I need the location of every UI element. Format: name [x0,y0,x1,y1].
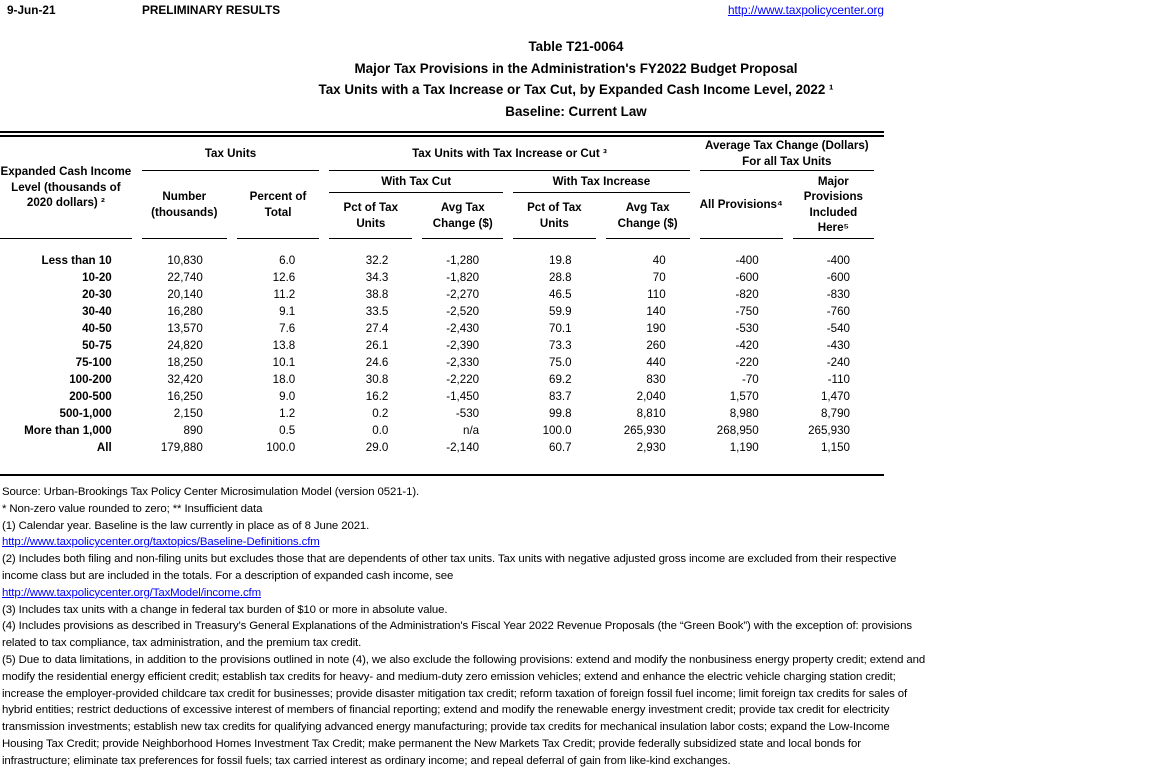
table-row [0,303,874,320]
cell-pct-units-cut: 29.0 [365,441,389,454]
report-date: 9-Jun-21 [7,3,56,17]
cell-pct-units-increase: 100.0 [542,424,572,437]
cell-pct-units-increase: 59.9 [549,305,572,318]
baseline-label: Baseline: Current Law [505,103,647,119]
table-row [0,405,874,422]
cell-all-provisions: -70 [741,373,759,386]
cell-pct-units-increase: 83.7 [549,390,572,403]
footnote-line: (3) Includes tax units with a change in federal tax burden of $10 or more in absolute value. [2,603,448,616]
cell-avg-change-increase: 190 [646,322,666,335]
footnote-link[interactable]: http://www.taxpolicycenter.org/TaxModel/income.cfm [2,586,261,599]
cell-percent-total: 100.0 [266,441,296,454]
cell-percent-total: 9.1 [279,305,296,318]
cell-all-provisions: -400 [735,254,759,267]
income-level-cell: 500-1,000 [59,407,112,420]
cell-all-provisions: -220 [735,356,759,369]
income-level-cell: 20-30 [82,288,112,301]
cell-major-provisions: -540 [826,322,850,335]
table-row [0,320,874,337]
cell-number: 22,740 [167,271,203,284]
header-group-increase-or-cut: Tax Units with Tax Increase or Cut ³ [329,137,689,171]
top-bar [0,0,1152,19]
cell-number: 16,280 [167,305,203,318]
table-title: Major Tax Provisions in the Administration's FY2022 Budget Proposal [354,60,798,76]
cell-avg-change-increase: 2,930 [636,441,666,454]
income-level-cell: 75-100 [75,356,112,369]
cell-all-provisions: 1,190 [729,441,759,454]
cell-number: 890 [183,424,203,437]
footnotes [0,484,930,770]
cell-pct-units-cut: 32.2 [365,254,389,267]
cell-number: 13,570 [167,322,203,335]
cell-major-provisions: 8,790 [820,407,850,420]
cell-avg-change-increase: 830 [646,373,666,386]
cell-pct-units-cut: 0.0 [372,424,389,437]
cell-number: 32,420 [167,373,203,386]
footnote-line: (1) Calendar year. Baseline is the law currently in place as of 8 June 2021. [2,519,370,532]
table-body [0,239,874,474]
cell-all-provisions: -750 [735,305,759,318]
cell-percent-total: 1.2 [279,407,296,420]
cell-pct-units-increase: 99.8 [549,407,572,420]
table-row [0,371,874,388]
table-row [0,239,874,269]
cell-avg-change-increase: 265,930 [623,424,666,437]
header-pct-tax-units-cut: Pct of Tax Units [329,193,412,239]
cell-avg-change-cut: -2,140 [446,441,480,454]
table-number-title: Table T21-0064 [528,39,624,54]
table-row [0,354,874,371]
footnote-line: (5) Due to data limitations, in addition to the provisions outlined in note (4), we also exclude the following provisions: extend and modify the nonbusiness energy property credit; extend and modify the residential energy efficient credit; establish tax credits for heavy- and medium-duty zero emission vehicles; extend and enhance the electric vehicle charging station credit; increase the employer-provided childcare tax credit for businesses; provide disaster mitigation tax credit; reform taxation of foreign fossil fuel income; limit foreign tax credits for sales of hybrid entities; restrict deductions of excessive interest of members of financial reporting; extend and modify the renewable energy investment credit; provide tax credit for electricity transmission investments; establish new tax credits for qualifying advanced energy manufacturing; provide tax credits for mechanical insulation labor costs; expand the Low-Income Housing Tax Credit; provide Neighborhood Homes Investment Tax Credit; make permanent the New Markets Tax Credit; provide federally subsidized state and local bonds for infrastructure; eliminate tax preferences for fossil fuels; tax carried interest as ordinary income; and repeal deferral of gain from like-kind exchanges. [2,653,926,767]
cell-major-provisions: -830 [826,288,850,301]
cell-pct-units-cut: 16.2 [365,390,389,403]
cell-pct-units-cut: 34.3 [365,271,389,284]
footnote-line: Source: Urban-Brookings Tax Policy Center Microsimulation Model (version 0521-1). [2,486,420,498]
income-level-cell: More than 1,000 [24,424,112,437]
cell-major-provisions: -240 [826,356,850,369]
header-avg-tax-change-increase: Avg Tax Change ($) [606,193,690,239]
income-level-cell: Less than 10 [41,254,112,267]
header-all-provisions: All Provisions⁴ [700,171,783,239]
cell-avg-change-increase: 70 [652,271,666,284]
cell-avg-change-increase: 8,810 [636,407,666,420]
cell-percent-total: 10.1 [272,356,296,369]
cell-avg-change-cut: -530 [455,407,480,420]
cell-percent-total: 6.0 [279,254,296,267]
results-table [0,137,884,474]
cell-all-provisions: -530 [735,322,759,335]
cell-avg-change-increase: 440 [646,356,666,369]
income-level-cell: 50-75 [82,339,112,352]
cell-avg-change-increase: 40 [652,254,666,267]
cell-number: 2,150 [173,407,203,420]
cell-all-provisions: -420 [735,339,759,352]
cell-major-provisions: -760 [826,305,850,318]
cell-avg-change-cut: -1,820 [446,271,480,284]
cell-number: 16,250 [167,390,203,403]
cell-avg-change-increase: 110 [647,288,666,301]
cell-avg-change-increase: 140 [646,305,666,318]
cell-pct-units-cut: 26.1 [365,339,389,352]
cell-major-provisions: 1,470 [820,390,850,403]
cell-percent-total: 13.8 [272,339,296,352]
cell-pct-units-cut: 30.8 [365,373,389,386]
cell-avg-change-increase: 260 [646,339,666,352]
cell-pct-units-cut: 33.5 [365,305,389,318]
cell-major-provisions: 1,150 [820,441,850,454]
cell-number: 10,830 [167,254,203,267]
cell-major-provisions: 265,930 [808,424,850,437]
footnote-line: (4) Includes provisions as described in Treasury’s General Explanations of the Administration's Fiscal Year 2022 Revenue Proposals (the “Green Book”) with the exception of: provisions related to tax compliance, tax administration, and the premium tax credit. [2,620,912,650]
table-bottom-rule [0,474,884,476]
cell-number: 179,880 [160,441,203,454]
cell-major-provisions: -400 [826,254,850,267]
cell-percent-total: 0.5 [279,424,296,437]
cell-all-provisions: -820 [735,288,759,301]
cell-avg-change-cut: -2,220 [446,373,480,386]
header-group-avg-tax-change: Average Tax Change (Dollars) For all Tax Units [700,137,874,171]
cell-major-provisions: -600 [826,271,850,284]
table-row [0,422,874,439]
table-subtitle: Tax Units with a Tax Increase or Tax Cut, by Expanded Cash Income Level, 2022 ¹ [318,82,834,97]
cell-percent-total: 9.0 [279,390,296,403]
header-subgroup-with-tax-increase: With Tax Increase [513,171,690,193]
preliminary-results-label: PRELIMINARY RESULTS [142,3,281,17]
cell-percent-total: 7.6 [279,322,296,335]
cell-all-provisions: -600 [735,271,759,284]
income-level-cell: 100-200 [69,373,112,386]
header-subgroup-with-tax-cut: With Tax Cut [329,171,503,193]
cell-pct-units-increase: 19.8 [549,254,572,267]
cell-major-provisions: -430 [826,339,850,352]
cell-pct-units-increase: 28.8 [549,271,572,284]
table-row [0,286,874,303]
footnote-link[interactable]: http://www.taxpolicycenter.org/taxtopics/Baseline-Definitions.cfm [2,536,320,549]
header-number-thousands: Number (thousands) [142,171,227,239]
cell-all-provisions: 268,950 [716,424,759,437]
table-row [0,269,874,286]
footnote-line: * Non-zero value rounded to zero; ** Insufficient data [2,502,263,515]
cell-pct-units-cut: 0.2 [372,407,389,420]
title-block [0,36,1152,122]
income-level-cell: 30-40 [82,305,112,318]
table-row [0,337,874,354]
cell-all-provisions: 8,980 [729,407,759,420]
footnote-line: (2) Includes both filing and non-filing units but excludes those that are dependents of other tax units. Tax units with negative adjusted gross income are excluded from their respective income class but are included in the totals. For a description of expanded cash income, see [2,553,897,582]
header-pct-tax-units-increase: Pct of Tax Units [513,193,595,239]
taxpolicycenter-link[interactable]: http://www.taxpolicycenter.org [727,3,884,17]
cell-avg-change-cut: n/a [463,424,480,437]
header-avg-tax-change-cut: Avg Tax Change ($) [422,193,503,239]
cell-percent-total: 11.2 [273,288,296,301]
cell-pct-units-increase: 46.5 [549,288,572,301]
cell-pct-units-increase: 75.0 [549,356,572,369]
cell-major-provisions: -110 [827,373,850,386]
header-income-level: Expanded Cash Income Level (thousands of 2020 dollars) ² [0,137,132,239]
income-level-cell: All [96,441,112,454]
cell-percent-total: 12.6 [272,271,296,284]
cell-number: 18,250 [167,356,203,369]
cell-pct-units-increase: 69.2 [549,373,572,386]
results-table-section [0,131,884,476]
cell-avg-change-cut: -2,520 [446,305,480,318]
cell-pct-units-cut: 38.8 [365,288,389,301]
income-level-cell: 40-50 [82,322,112,335]
cell-pct-units-increase: 73.3 [549,339,572,352]
cell-avg-change-cut: -2,390 [446,339,480,352]
cell-avg-change-increase: 2,040 [636,390,666,403]
header-percent-of-total: Percent of Total [237,171,319,239]
cell-pct-units-increase: 70.1 [549,322,572,335]
cell-pct-units-increase: 60.7 [549,441,572,454]
table-row [0,388,874,405]
cell-avg-change-cut: -2,430 [446,322,480,335]
cell-pct-units-cut: 24.6 [365,356,389,369]
cell-all-provisions: 1,570 [729,390,759,403]
cell-number: 24,820 [167,339,203,352]
cell-percent-total: 18.0 [272,373,296,386]
table-row [0,439,874,474]
cell-avg-change-cut: -2,330 [446,356,480,369]
income-level-cell: 10-20 [82,271,112,284]
cell-pct-units-cut: 27.4 [365,322,389,335]
cell-number: 20,140 [167,288,203,301]
cell-avg-change-cut: -1,450 [446,390,480,403]
cell-avg-change-cut: -1,280 [446,254,480,267]
income-level-cell: 200-500 [69,390,112,403]
header-group-tax-units: Tax Units [142,137,320,171]
cell-avg-change-cut: -2,270 [446,288,480,301]
header-major-provisions: Major Provisions Included Here⁵ [793,171,874,239]
